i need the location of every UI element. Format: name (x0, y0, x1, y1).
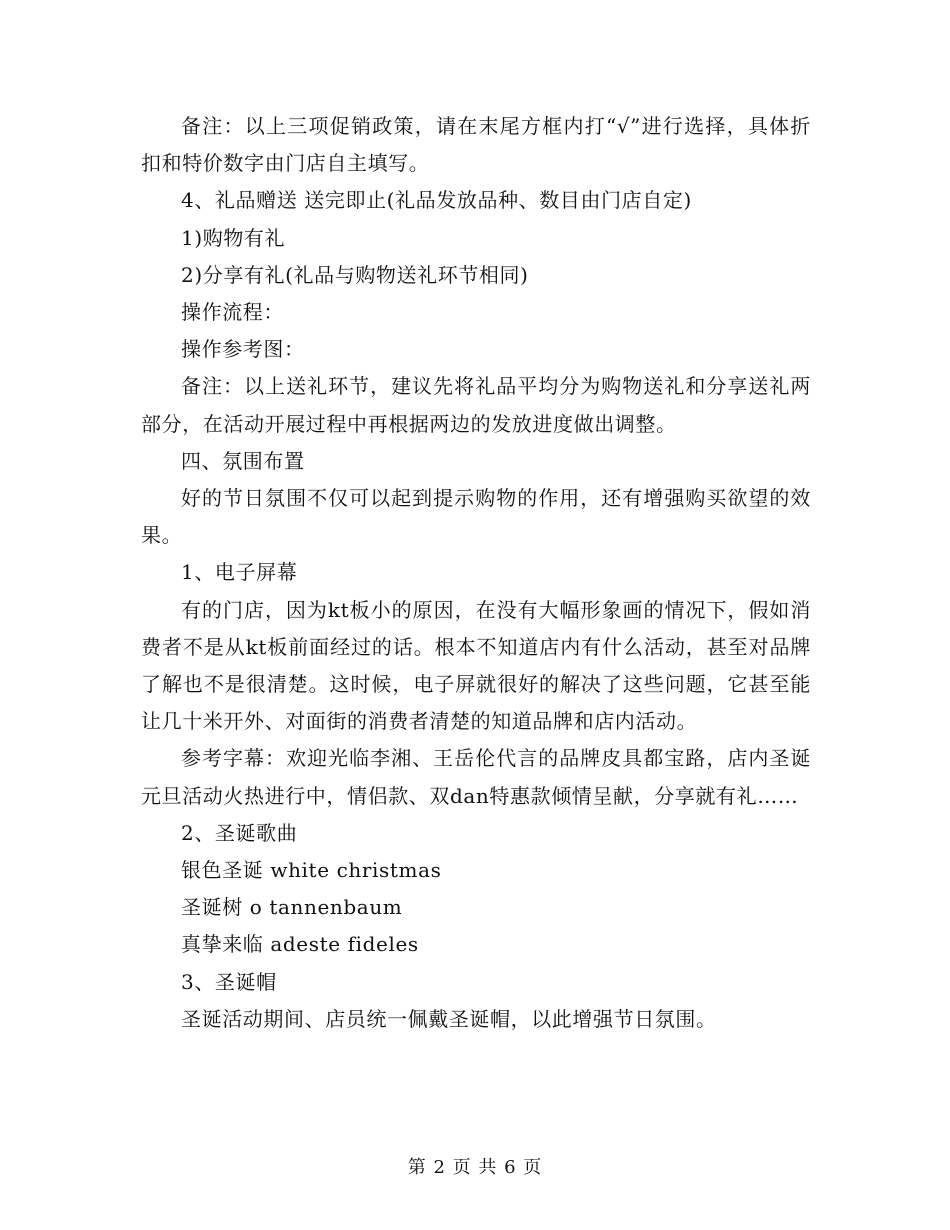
section-heading-atmosphere: 四、氛围布置 (181, 448, 305, 473)
paragraph-shopping-gift: 1)购物有礼 (181, 225, 286, 250)
subheading-christmas-songs: 2、圣诞歌曲 (181, 820, 298, 845)
paragraph-operation-reference: 操作参考图： (181, 337, 305, 362)
document-body (141, 108, 811, 1038)
paragraph-christmas-hat: 圣诞活动期间、店员统一佩戴圣诞帽，以此增强节日氛围。 (181, 1006, 717, 1031)
song-item: 圣诞树 o tannenbaum (181, 895, 403, 920)
paragraph-operation-flow: 操作流程： (181, 300, 284, 325)
paragraph-gift-heading: 4、礼品赠送 送完即止(礼品发放品种、数目由门店自定) (181, 188, 692, 213)
paragraph-note-promotion: 备注：以上三项促销政策，请在末尾方框内打“√”进行选择，具体折扣和特价数字由门店自主填写。 (141, 114, 811, 176)
paragraph-reference-caption: 参考字幕：欢迎光临李湘、王岳伦代言的品牌皮具都宝路，店内圣诞元旦活动火热进行中，情侣款、双dan特惠款倾情呈献，分享就有礼…… (141, 746, 811, 808)
paragraph-atmosphere-intro: 好的节日氛围不仅可以起到提示购物的作用，还有增强购买欲望的效果。 (141, 486, 811, 548)
subheading-christmas-hat: 3、圣诞帽 (181, 969, 277, 994)
paragraph-note-gifts: 备注：以上送礼环节，建议先将礼品平均分为购物送礼和分享送礼两部分，在活动开展过程中再根据两边的发放进度做出调整。 (141, 374, 811, 436)
paragraph-electronic-screen: 有的门店，因为kt板小的原因，在没有大幅形象画的情况下，假如消费者不是从kt板前面经过的话。根本不知道店内有什么活动，甚至对品牌了解也不是很清楚。这时候，电子屏就很好的解决了这些问题，它甚至能让几十米开外、对面街的消费者清楚的知道品牌和店内活动。 (141, 597, 811, 734)
paragraph-share-gift: 2)分享有礼(礼品与购物送礼环节相同) (181, 262, 529, 287)
song-item: 银色圣诞 white christmas (181, 858, 442, 883)
subheading-electronic-screen: 1、电子屏幕 (181, 560, 298, 585)
song-item: 真挚来临 adeste fideles (181, 932, 419, 957)
page-number-footer: 第 2 页 共 6 页 (407, 1157, 543, 1178)
